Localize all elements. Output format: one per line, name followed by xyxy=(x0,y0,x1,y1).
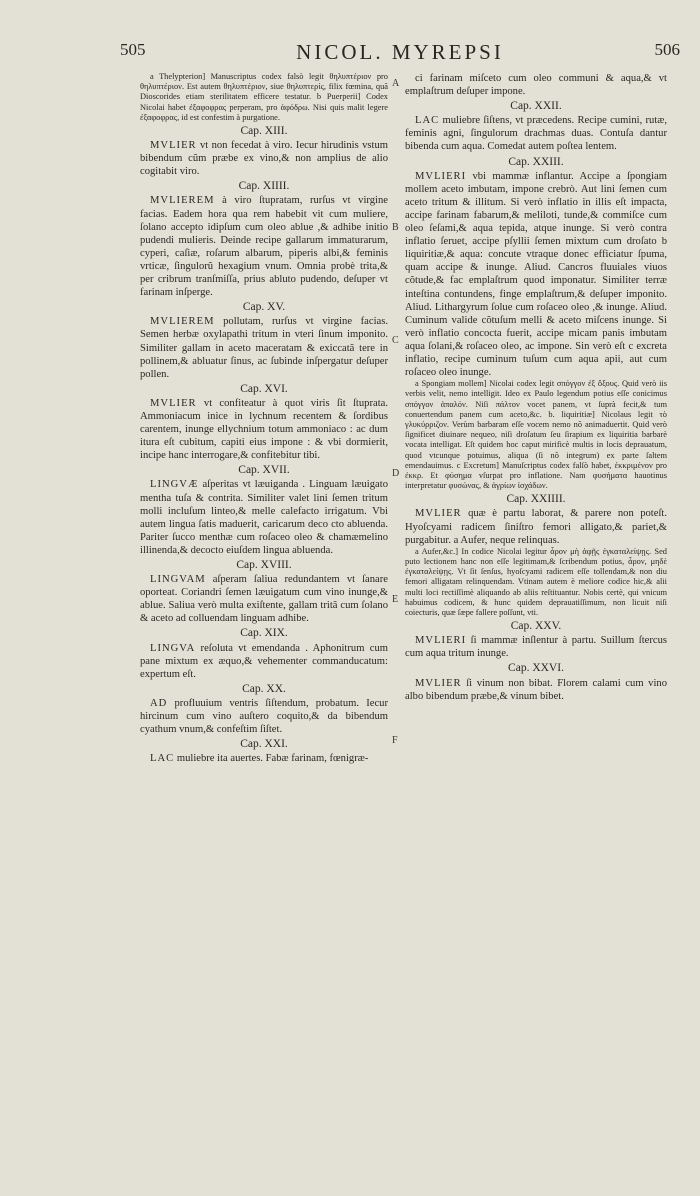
paragraph-text: ci farinam miſceto cum oleo communi & aqua,& vt emplaſtrum deſuper impone. xyxy=(405,73,667,98)
paragraph-lead-word: MVLIER xyxy=(150,397,197,409)
margin-letter-e: E xyxy=(392,594,399,605)
paragraph-text: vt non fecedat à viro. Iecur hirudinis vstum bibendum cũm præbe ex vino,& non amplius de alio cogitabit viro. xyxy=(140,140,388,178)
chapter-heading: Cap. XIII. xyxy=(240,125,288,138)
recipe-paragraph xyxy=(140,315,388,380)
paragraph-lead-word: MVLIERI xyxy=(415,170,467,182)
margin-letter-d: D xyxy=(392,468,400,479)
paragraph-lead-word: LAC xyxy=(150,753,175,765)
recipe-paragraph xyxy=(140,478,388,557)
paragraph-text: pollutam, rurſus vt virgine facias. Semen herbæ oxylapathi tritum in vteri ſinum imponito. Similiter gallam in aceto maceratam & exiccatã tere in pollinem,& abluatur ſinus, ac ſubinde inſpergatur deſuper pollen. xyxy=(140,316,388,380)
annotation-note: a Spongiam mollem] Nicolai codex legit σπόγγον ἐξ ὄξους. Quid verò iis verbis velit, nemo intelligit. Ideo ex Paulo legendum potius eſſe conicimus σπόγγον ἁπαλόν. Niſi πάλτον vocet panem, vt ſuprà fecit,& tum conuertendum panem cum aceto,&c. b. liquiritiæ] Nicolaus legit τὸ γλυκύρριζον. Verùm barbaram eſſe vocem nemo nõ animaduertit. Quid verò ſignificet diuinare nequeo, niſi droſatum ſeu ſirapium ex liquiritia barbarè vocata intelligat. Eſt quidem hoc caput mirificè multis in locis deprauatum, quod vtcunque potuimus, aliqua (ſi nõ integrum) ex parte ſaltem emendauimus. c Excretum] Manuſcriptus codex falſò habet, ἐκκριμένον pro ἐκκρ. Et φύσημα vſurpat pro inflatione. Nam φυσήματα hauotinus interpretatur φυσώνας, & ἀγρίων ἰσχάδων. xyxy=(405,379,667,491)
recipe-paragraph xyxy=(140,397,388,462)
paragraph-lead-word: MVLIEREM xyxy=(150,316,215,328)
margin-letter-a: A xyxy=(392,78,400,89)
paragraph-lead-word: MVLIEREM xyxy=(150,195,215,207)
right-column xyxy=(405,72,667,703)
recipe-paragraph xyxy=(405,170,667,380)
chapter-heading: Cap. XXII. xyxy=(510,100,562,113)
paragraph-text: vt confiteatur à quot viris ſit ſtuprata. Ammoniacum inice in lychnum recentem & ſordibus carentem, inunge ellychnium totum ammoniaco : ac dum itura eſt cubitum, capiti eius impone : & vbi dormierit, incipe hanc interrogare,& confitebitur tibi. xyxy=(140,397,388,462)
recipe-paragraph xyxy=(140,194,388,299)
chapter-heading: Cap. XVIII. xyxy=(236,559,292,572)
margin-letter-c: C xyxy=(392,335,399,346)
chapter-heading: Cap. XXI. xyxy=(240,738,288,751)
chapter-heading: Cap. XVII. xyxy=(238,464,290,477)
recipe-paragraph xyxy=(405,114,667,153)
page-header xyxy=(120,40,680,70)
paragraph-text: vbi mammæ inflantur. Accipe a ſpongiam mollem aceto imbutam, impone crebrò. Aut lini ſemen cum aceto tritum & illitum. Si verò inflatio in illis eſt impacta, accipe farinam fabarum,& meliloti, tunde,& commiſce cum oleo ſeſami,& aqua tepida, atque inunge. Si verò contra inflatio ſeruet, accipe pſyllii ſemen mixtum cum droſato b liquiritiæ,& aqua: concute vtraque donec efficiatur ſpuma, quam accipe & inunge. Aliud. Cancros fluuiales viuos cõtude,& fac emplaſtrum quod imponatur. Similiter terræ inteſtina contundens, finge emplaſtrum,& deſuper imponito. Aliud. Lithargyrum ſolue cum roſaceo oleo ,& inunge. Aliud. Cuminum valide cõtuſum melli & aceto miſcens inunge. Si verò inflatio concocta fuerit, accipe micam panis imbutam aqua ſolani,& roſaceo oleo, ac impone. Sin verò eſt c excreta inflatio, recipe cuminum tuſum cum aqua apii, aut cum roſaceo oleo inunge. xyxy=(405,170,667,379)
paragraph-lead-word: LINGVAM xyxy=(150,574,206,586)
margin-letter-f: F xyxy=(392,735,398,746)
paragraph-text: muliebre ita auertes. Fabæ farinam, fœnigræ- xyxy=(174,753,369,765)
chapter-heading: Cap. XVI. xyxy=(240,382,288,395)
paragraph-text: aſperitas vt læuiganda . Linguam læuigato mentha tuſa & contrita. Similiter valet lini ſemen tritum molli incluſum linteo,& melle calefacto irrigatum. Vbi autem lingua ſatis maduerit, caricarum deco cto abluenda. Pariter ſucco menthæ cum roſaceo oleo & chamæmelino illinenda,& decocto eiuſdem lingua abluenda. xyxy=(140,479,388,556)
running-title: NICOL. MYREPSI xyxy=(296,40,504,64)
chapter-heading: Cap. XXV. xyxy=(510,620,562,633)
paragraph-lead-word: MVLIER xyxy=(150,140,197,152)
page-number-left: 505 xyxy=(120,40,146,59)
page-number-right: 506 xyxy=(654,40,680,59)
chapter-heading: Cap. XX. xyxy=(242,682,286,695)
paragraph-text: ſi vinum non bibat. Florem calami cum vino albo bibendum præbe,& vinum bibet. xyxy=(405,677,667,702)
paragraph-lead-word: LINGVÆ xyxy=(150,479,199,491)
annotation-note: a Thelypterion] Manuscriptus codex falsò legit θηλυπτέριον pro θηλυπτέριον. Est autem θηλυπτέριον, siue θηλυπτερίς, filix fœmina, quã Dioscorides etiam sterilitatem efficere testatur. b Puerperii] Codex Nicolai habet ἐξαφοφρας perperam, pro ἀφόδρω. Nisi quis malit legere ἐξαφοφρας, id est confestim à purgatione. xyxy=(140,72,388,122)
paragraph-text: quæ è partu laborat, & parere non poteſt. Hyoſcyami radicem ſiniſtro femori alligato,& pariet,& purgabitur. a Aufer, neque relinquas. xyxy=(405,508,667,546)
paragraph-lead-word: MVLIERI xyxy=(415,635,467,647)
paragraph-text: profluuium ventris ſiſtendum, probatum. Iecur hircinum cum vino auſtero coquito,& da bibendum cyathum vnum,& confeſtim ſiſtet. xyxy=(140,697,388,736)
paragraph-text: aſperam ſaliua redundantem vt ſanare oporteat. Coriandri ſemen læuigatum cum vino inunge,& ablue. Saliua verò multa exiſtente, gallam tritã cum ſolano & aceto ad colluendam linguam adhibe. xyxy=(140,574,388,625)
paragraph-text: muliebre ſiſtens, vt præcedens. Recipe cumini, rutæ, feminis agni, ſingulorum drachmas duas. Contuſa dantur bibenda cum aqua. Comedat autem poſtea lentem. xyxy=(405,115,667,153)
paragraph-lead-word: MVLIER xyxy=(415,508,462,520)
paragraph-text: ſi mammæ inſlentur à partu. Suillum ſtercus cum aqua tritum inunge. xyxy=(405,635,667,660)
paragraph-text: reſoluta vt emendanda . Aphonitrum cum pane mixtum ex æquo,& vehementer commanducatum: expertum eſt. xyxy=(140,642,388,680)
chapter-heading: Cap. XV. xyxy=(242,301,286,314)
recipe-paragraph xyxy=(405,72,667,98)
left-column xyxy=(140,72,388,765)
recipe-paragraph xyxy=(405,507,667,546)
recipe-paragraph xyxy=(405,634,667,660)
recipe-paragraph xyxy=(140,573,388,625)
recipe-paragraph xyxy=(140,752,388,765)
paragraph-lead-word: LAC xyxy=(415,115,440,127)
chapter-heading: Cap. XIX. xyxy=(240,627,288,640)
paragraph-text: à viro ſtupratam, rurſus vt virgine facias. Eadem hora qua rem habebit vit cum muliere, ſolano accepto idipſum cum oleo ablue ,& adhibe initio pudendi mulieris. Deinde recipe gallarum immaturarum, cyperi, caſiæ, roſarum albarum, piperis albi,& feminis vrticæ, ſingulorũ hexagium vnum. Omnia probè trita,& per cribrum tranſmiſſa, prius abluto pudendo, deſuper vt farinam inſperge. xyxy=(140,195,388,299)
paragraph-lead-word: AD xyxy=(150,697,168,709)
chapter-heading: Cap. XXIIII. xyxy=(506,493,566,506)
recipe-paragraph xyxy=(405,677,667,703)
margin-letter-b: B xyxy=(392,222,399,233)
chapter-heading: Cap. XIIII. xyxy=(238,180,290,193)
chapter-heading: Cap. XXIII. xyxy=(508,155,564,168)
recipe-paragraph xyxy=(140,139,388,178)
paragraph-lead-word: MVLIER xyxy=(415,677,462,689)
paragraph-lead-word: LINGVA xyxy=(150,642,196,654)
recipe-paragraph xyxy=(140,642,388,681)
annotation-note: a Aufer,&c.] In codice Nicolai legitur ἆρον μὴ ἀφῇς ἐγκαταλείψῃς. Sed puto lectionem hanc non eſſe legitimam,& ſcribendum potius, ἆρον, μηδὲ ἐγκαταλείψῃς. Vt ſit ſenſus, hyoſcyami radicem eſſe tollendam,& non diu femori alligatam relinquendam. Vtinam autem è meliore codice hic,& alii multi loci rectiſſimè aliquando ab aliis reſtituantur. Nobis certè, qui vnicum habuimus codicem, & hunc quidem deprauatiſſimum, non licuit niſi coiecturis, quæ ſæpe fallere poſſunt, vti. xyxy=(405,546,667,617)
recipe-paragraph xyxy=(140,697,388,736)
chapter-heading: Cap. XXVI. xyxy=(508,662,564,675)
